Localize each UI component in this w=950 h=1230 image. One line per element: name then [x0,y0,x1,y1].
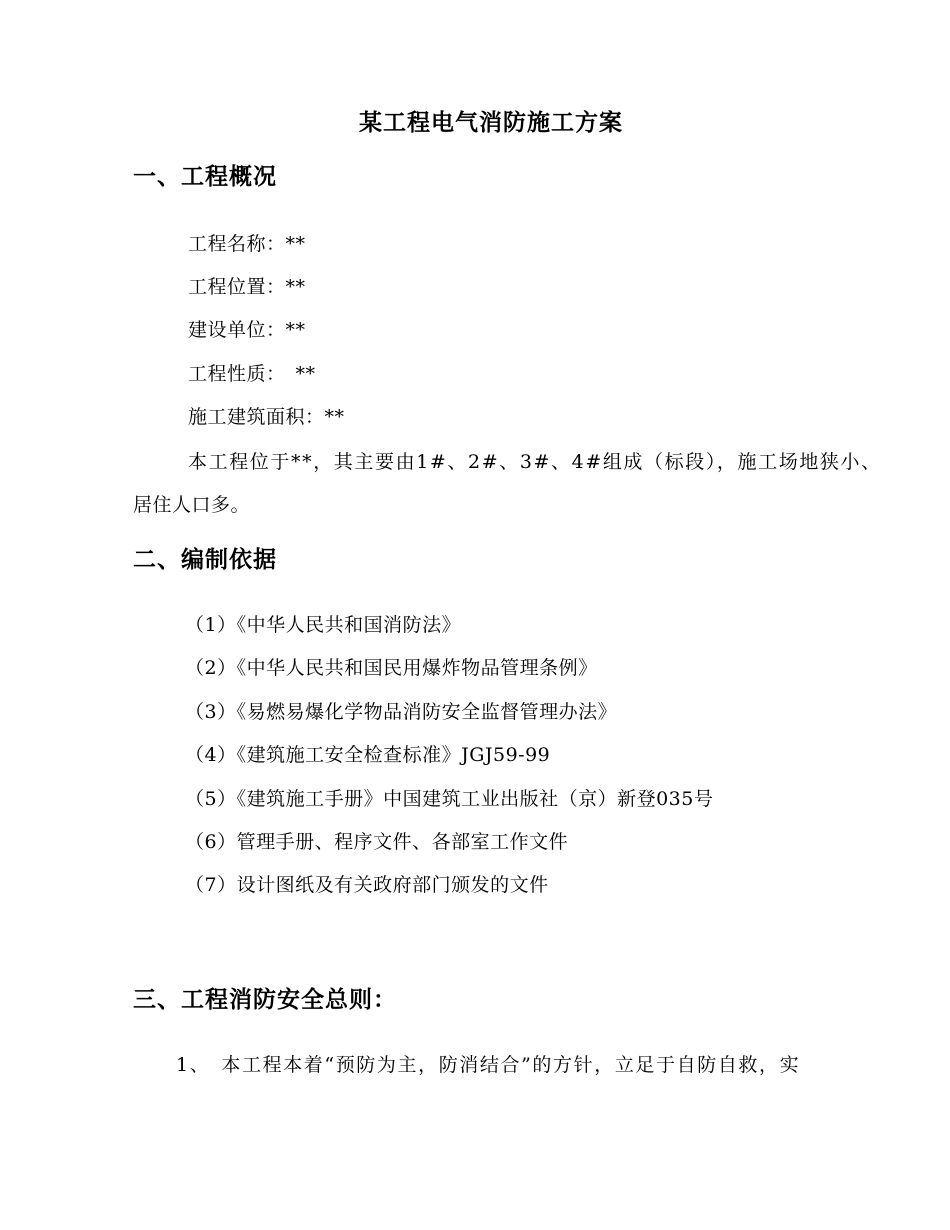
reference-item: （3）《易燃易爆化学物品消防安全监督管理办法》 [185,701,618,723]
reference-item: （4）《建筑施工安全检查标准》JGJ59-99 [185,744,551,766]
reference-item: （7）设计图纸及有关政府部门颁发的文件 [185,874,549,896]
project-nature-line: 工程性质： ** [188,363,316,385]
section-heading-overview: 一、工程概况 [133,163,277,190]
reference-item: （5）《建筑施工手册》中国建筑工业出版社（京）新登035号 [185,788,714,810]
section-heading-fire-safety: 三、工程消防安全总则： [133,986,397,1013]
reference-item: （6）管理手册、程序文件、各部室工作文件 [185,831,569,853]
section-heading-basis: 二、编制依据 [133,546,277,573]
document-title: 某工程电气消防施工方案 [359,109,623,136]
reference-item: （2）《中华人民共和国民用爆炸物品管理条例》 [185,657,598,679]
project-location-line: 工程位置：** [188,276,306,298]
project-name-line: 工程名称：** [188,233,306,255]
construction-unit-line: 建设单位：** [188,319,306,341]
overview-paragraph-line-2: 居住人口多。 [133,494,251,516]
building-area-line: 施工建筑面积：** [188,406,345,428]
fire-safety-item-1: 1、 本工程本着“预防为主，防消结合”的方针，立足于自防自救，实 [176,1054,801,1076]
reference-item: （1）《中华人民共和国消防法》 [185,614,462,636]
overview-paragraph-line-1: 本工程位于**，其主要由1#、2#、3#、4#组成（标段），施工场地狭小、 [188,451,882,473]
